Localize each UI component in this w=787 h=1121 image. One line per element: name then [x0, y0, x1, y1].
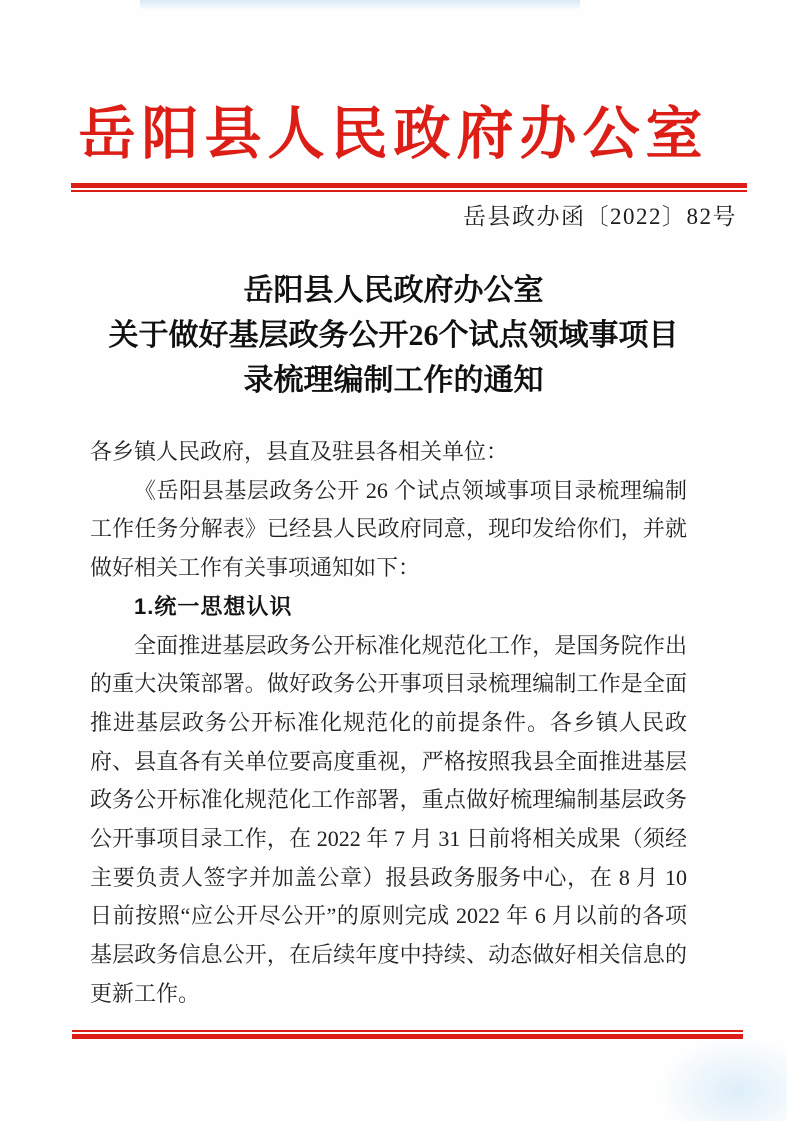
title-line-1: 岳阳县人民政府办公室: [243, 274, 544, 307]
footer-divider: [72, 1030, 743, 1039]
letterhead-org-name: 岳阳县人民政府办公室: [78, 103, 709, 166]
section-1-paragraph: 全面推进基层政务公开标准化规范化工作，是国务院作出的重大决策部署。做好政务公开事项目录梳理编制工作是全面推进基层政务公开标准化规范化的前提条件。各乡镇人民政府、县直各有关单位要高度重视，严格按照我县全面推进基层政务公开标准化规范化工作部署，重点做好梳理编制基层政务公开事项目录工作，在 2022 年 7 月 31 日前将相关成果（须经主要负责人签字并加盖公章）报县政务服务中心，在 8 月 10 日前按照“应公开尽公开”的原则完成 2022 年 6 月以前的各项基层政务信息公开，在后续年度中持续、动态做好相关信息的更新工作。: [90, 632, 687, 1006]
scan-artifact-corner: [657, 1036, 787, 1121]
document-title: [0, 268, 787, 403]
doc-number: 岳县政办函〔2022〕82号: [463, 204, 737, 229]
document-body: [90, 433, 687, 1014]
scan-artifact-top: [140, 0, 580, 10]
section-1-heading: 1.统一思想认识: [134, 593, 293, 619]
title-line-3: 录梳理编制工作的通知: [243, 364, 544, 397]
salutation: 各乡镇人民政府，县直及驻县各相关单位：: [90, 439, 509, 464]
intro-paragraph: 《岳阳县基层政务公开 26 个试点领域事项目录梳理编制工作任务分解表》已经县人民政府同意，现印发给你们，并就做好相关工作有关事项通知如下：: [90, 477, 687, 581]
footer-divider-thick-bar: [72, 1034, 743, 1039]
divider-thin-bar: [71, 190, 747, 192]
title-line-2: 关于做好基层政务公开26个试点领域事项目: [108, 319, 679, 352]
letterhead-divider: [71, 183, 747, 192]
